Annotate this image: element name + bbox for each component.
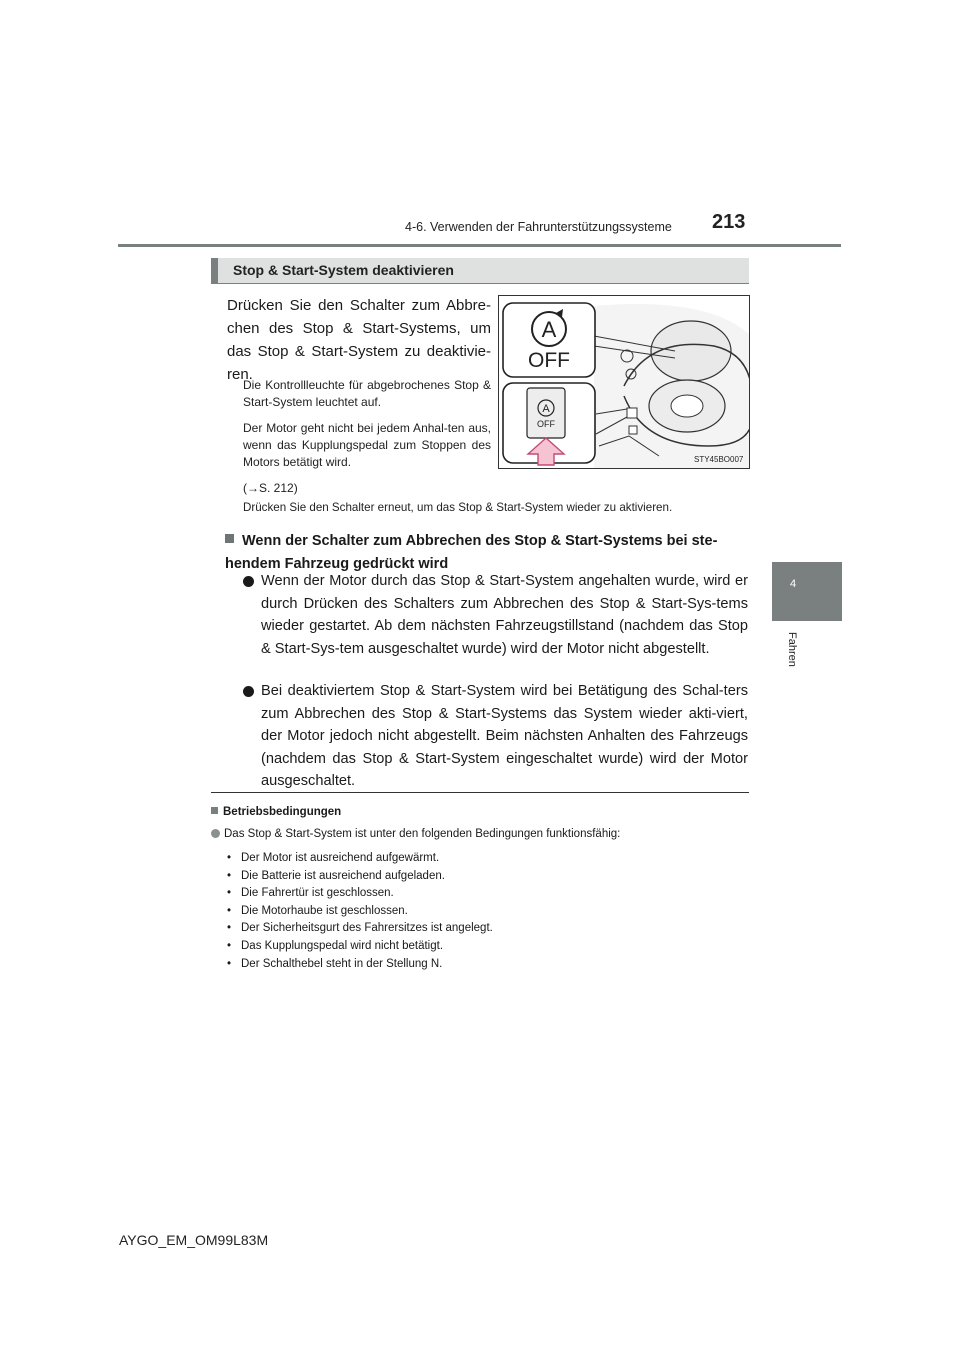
conditions-heading xyxy=(211,806,341,818)
note-motor: Der Motor geht nicht bei jedem Anhal-ten aus, wenn das Kupplungspedal zum Stoppen des Motors betätigt wird. xyxy=(243,421,491,469)
list-item: • Das Kupplungspedal wird nicht betätigt. xyxy=(227,938,493,956)
list-item xyxy=(243,680,748,793)
section-heading-text: Stop & Start-System deaktivieren xyxy=(233,262,454,278)
divider xyxy=(211,792,749,793)
conditions-intro-text: Das Stop & Start-System ist unter den folgenden Bedingungen funktionsfähig: xyxy=(224,828,621,840)
list-item: • Der Motor ist ausreichend aufgewärmt. xyxy=(227,850,493,868)
bullet-dot-icon xyxy=(243,576,254,587)
steering-wheel-illustration xyxy=(499,296,750,469)
bullet-dot-icon xyxy=(211,829,220,838)
figure-button-text: OFF xyxy=(537,419,555,429)
figure-code: STY45BO007 xyxy=(694,455,744,464)
manual-id: AYGO_EM_OM99L83M xyxy=(119,1232,269,1248)
figure-top-letter: A xyxy=(541,317,557,342)
conditions-list xyxy=(227,850,493,973)
header-title: 4-6. Verwenden der Fahrunterstützungssysteme xyxy=(405,220,672,234)
figure-top-text: OFF xyxy=(528,349,570,372)
list-item: • Die Motorhaube ist geschlossen. xyxy=(227,903,493,921)
list-item: • Die Fahrertür ist geschlossen. xyxy=(227,885,493,903)
list-item xyxy=(243,570,748,660)
reactivate-note: Drücken Sie den Schalter erneut, um das Stop & Start-System wieder zu aktivieren. xyxy=(243,501,673,514)
dashboard-illustration xyxy=(498,295,750,469)
figure-button-letter: A xyxy=(542,403,550,415)
page-reference: (→S. 212) xyxy=(243,481,298,495)
list-item: • Die Batterie ist ausreichend aufgeladen. xyxy=(227,868,493,886)
list-item: • Der Schalthebel steht in der Stellung N. xyxy=(227,956,493,974)
square-bullet-icon xyxy=(211,807,218,814)
list-item: • Der Sicherheitsgurt des Fahrersitzes ist angelegt. xyxy=(227,920,493,938)
list-item-text: Bei deaktiviertem Stop & Start-System wird bei Betätigung des Schal-ters zum Abbrechen des Stop & Start-Systems das System wieder akti-viert, der Motor jedoch nicht abgestellt. Beim nächsten Anhalten des Fahrzeugs (nachdem das Stop & Start-System eingeschaltet wurde) wird der Motor ausgeschaltet. xyxy=(261,683,748,789)
section-heading xyxy=(211,258,749,284)
conditions-intro xyxy=(211,828,620,840)
chapter-tab xyxy=(772,562,842,621)
page-number: 213 xyxy=(712,211,746,233)
chapter-label: Fahren xyxy=(786,632,798,667)
conditions-heading-text: Betriebsbedingungen xyxy=(223,806,342,818)
header-rule xyxy=(118,244,841,247)
square-bullet-icon xyxy=(225,534,234,543)
subsection-heading-text: Wenn der Schalter zum Abbrechen des Stop & Start-Systems bei ste-hendem Fahrzeug gedrückt wird xyxy=(225,533,718,572)
chapter-number: 4 xyxy=(790,578,797,590)
bullet-dot-icon xyxy=(243,686,254,697)
intro-paragraph: Drücken Sie den Schalter zum Abbre-chen des Stop & Start-Systems, um das Stop & Start-System zu deaktivie-ren. xyxy=(227,297,491,383)
note-indicator: Die Kontrollleuchte für abgebrochenes Stop & Start-System leuchtet auf. xyxy=(243,378,491,409)
list-item-text: Wenn der Motor durch das Stop & Start-System angehalten wurde, wird er durch Drücken des Schalters zum Abbrechen des Stop & Start-Sys-tems wieder gestartet. Ab dem nächsten Fahrzeugstillstand (nachdem das Stop & Start-Sys-tem ausgeschaltet wurde) wird der Motor nicht abgestellt. xyxy=(261,573,748,657)
